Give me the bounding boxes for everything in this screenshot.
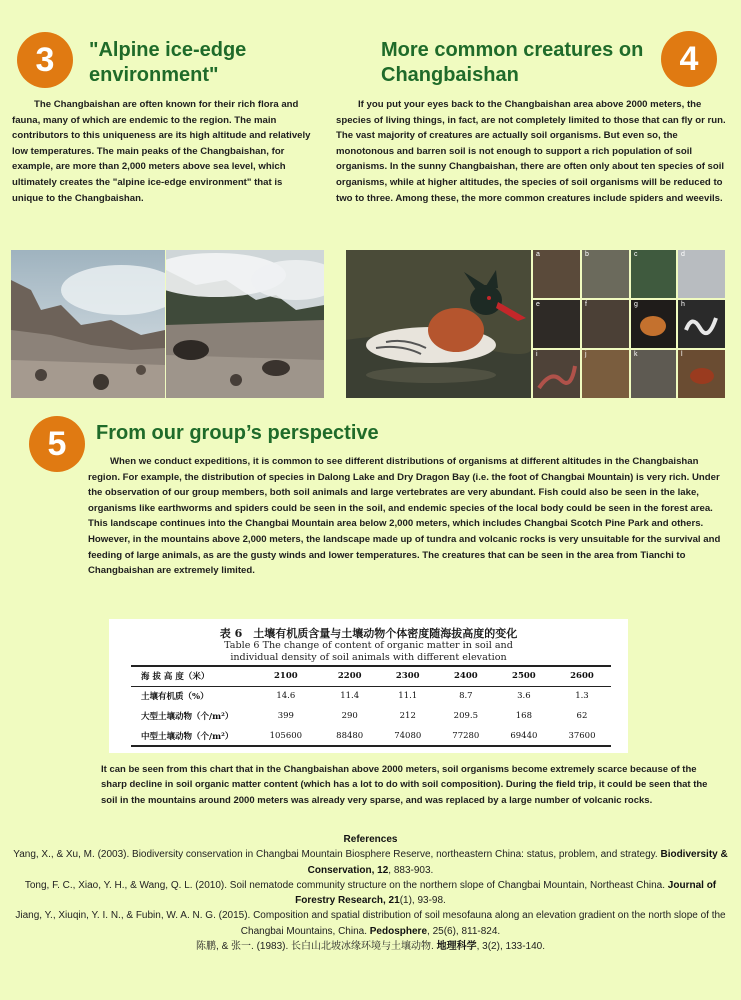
earthworm-icon	[533, 350, 580, 398]
section-3-badge: 3	[17, 32, 73, 88]
table-cell: 77280	[437, 726, 495, 746]
section-4-title-line2: Changbaishan	[381, 64, 519, 86]
soil-cell-i	[533, 350, 580, 398]
header-label: 海 拔 高 度（米）	[131, 666, 251, 686]
table-title-en-line1: Table 6 The change of content of organic matter in soil and	[224, 640, 513, 651]
section-3-title-line1: "Alpine ice-edge	[89, 39, 247, 61]
row-label: 土壤有机质（%）	[141, 692, 209, 703]
cell-label-j: j	[585, 351, 587, 358]
references-heading: References	[343, 834, 398, 845]
table-cell: 212	[399, 711, 416, 721]
section-5-title: From our group’s perspective	[96, 422, 379, 444]
reference-text: 陈鹏, & 张一. (1983). 长白山北坡冰缘环境与土壤动物.	[196, 941, 437, 953]
soil-cell-j	[582, 350, 629, 398]
table-title-cn: 表 6 土壤有机质含量与土壤动物个体密度随海拔高度的变化	[219, 627, 518, 640]
conclusion-text: It can be seen from this chart that in the Changbaishan above 2000 meters, soil organisms become extremely scarce because of the sharp decline in soil organic matter content (which has a lot to do with soil composition). During the field trip, it could be seen that the soil in the mountains around 2000 meters was already very sparse, and was replaced by a large number of volcanic rocks.	[101, 764, 708, 806]
cell-label-d: d	[681, 251, 685, 258]
table-row	[131, 726, 611, 746]
reference-tail: , 3(2), 133-140.	[476, 941, 545, 953]
reference-tail: , 883-903.	[388, 864, 434, 876]
section-3-title	[89, 38, 329, 88]
table-cell: 3.6	[517, 691, 531, 702]
table-cell: 88480	[321, 726, 379, 746]
data-table	[131, 665, 611, 747]
soil-cell-f	[582, 300, 629, 348]
mountain-photo-right	[166, 250, 324, 398]
reference-item	[10, 939, 731, 954]
mountain-photo-left	[11, 250, 165, 398]
header-elevation: 2200	[321, 666, 379, 686]
soil-cell-a	[533, 250, 580, 298]
reference-text: Yang, X., & Xu, M. (2003). Biodiversity conservation in Changbai Mountain Biosphere Reserve, northeastern China: status, problem, and strategy.	[13, 849, 661, 861]
reference-text: Jiang, Y., Xiuqin, Y. I. N., & Fubin, W. A. N. G. (2015). Composition and spatial distribution of soil mesofauna along an elevation gradient on the north slope of the Changbai Mountains, China.	[15, 910, 726, 937]
table-cell: 69440	[495, 726, 553, 746]
reference-text: Tong, F. C., Xiao, Y. H., & Wang, Q. L. (2010). Soil nematode community structure on the northern slope of Changbai Mountain, Northeast China.	[24, 879, 668, 891]
soil-organisms-grid	[533, 250, 725, 398]
header-elevation: 2100	[251, 666, 321, 686]
header-elevation: 2600	[553, 666, 611, 686]
reference-volume: , 21	[383, 895, 400, 907]
cell-label-f: f	[585, 301, 587, 308]
table-cell: 74080	[379, 726, 437, 746]
table-cell: 290	[341, 711, 358, 721]
table-cell: 8.7	[459, 691, 473, 702]
cell-label-a: a	[536, 251, 540, 258]
soil-cell-k	[631, 350, 676, 398]
section-4-body: If you put your eyes back to the Changbaishan area above 2000 meters, the species of living things, in fact, are not completely limited to those that can fly or run. The vast majority of creatures are actually soil organisms. But even so, the monotonous and barren soil is not enough to support a rich population of soil organisms. In the sunny Changbaishan, there are often only about ten species of soil organisms, while at higher altitudes, the species of soil organisms will be reduced to two to three. Among these, the more common creatures include spiders and weevils.	[336, 99, 726, 204]
reference-tail: , 25(6), 811-824.	[427, 925, 501, 937]
cell-label-h: h	[681, 301, 685, 308]
table-header-row	[131, 666, 611, 686]
row-label: 大型土壤动物（个/m²）	[141, 712, 234, 722]
section-5-badge: 5	[29, 416, 85, 472]
header-elevation: 2300	[379, 666, 437, 686]
merganser-duck-photo	[346, 250, 531, 398]
mountain-photo-left-image	[11, 250, 165, 398]
table-cell: 11.1	[398, 691, 418, 702]
table-cell: 105600	[251, 726, 321, 746]
table-title-en-line2: individual density of soil animals with different elevation	[230, 652, 507, 663]
reference-journal: Biodiversity & Conservation	[307, 849, 728, 876]
table-cell: 399	[277, 711, 294, 721]
section-3-title-line2: environment"	[89, 64, 219, 86]
header-elevation: 2500	[495, 666, 553, 686]
reference-journal: Pedosphere	[369, 925, 428, 937]
reference-journal: 地理科学	[436, 941, 477, 953]
table-cell: 37600	[553, 726, 611, 746]
table-row	[131, 686, 611, 706]
cell-label-c: c	[634, 251, 638, 258]
references	[10, 832, 731, 954]
soil-cell-g	[631, 300, 676, 348]
reference-item	[10, 908, 731, 939]
table-cell: 1.3	[575, 691, 589, 702]
soil-cell-l	[678, 350, 725, 398]
table-cell: 14.6	[276, 691, 296, 702]
table-row	[131, 706, 611, 726]
reference-journal: Journal of Forestry Research	[295, 879, 717, 907]
section-4-title-line1: More common creatures on	[381, 39, 644, 61]
soil-cell-c	[631, 250, 676, 298]
cell-label-b: b	[585, 251, 589, 258]
beetle-icon	[678, 350, 725, 398]
section-4-title	[381, 38, 671, 88]
cell-label-l: l	[681, 351, 683, 358]
cell-label-e: e	[536, 301, 540, 308]
table-cell: 168	[515, 711, 532, 721]
duck-image	[346, 250, 531, 398]
cell-label-g: g	[634, 301, 638, 308]
section-4-badge: 4	[661, 31, 717, 87]
nematode-icon	[678, 300, 725, 348]
reference-item	[10, 847, 731, 878]
section-5-body: When we conduct expeditions, it is common to see different distributions of organisms at different altitudes in the Changbaishan region. For example, the distribution of species in Dalong Lake and Dry Dragon Bay (i.e. the foot of Changbai Mountain) is very rich. Under the observation of our group members, both soil animals and large vertebrates are very abundant. Fish could also be seen in the lake, organisms like earthworms and spiders could be seen in the soil, and endemic species of the local body could be seen in the forest area. This landscape continues into the Changbai Mountain area below 2,000 meters, which includes Changbai Scotch Pine Park and others. However, in the mountains above 2,000 meters, the landscape made up of tundra and volcanic rocks is very unsuitable for the survival and feeding of large animals, as are the gusty winds and lower temperatures. The creatures that can be seen in the area from Tianchi to Changbaishan are extremely limited.	[88, 456, 721, 577]
table-cell: 62	[576, 711, 588, 721]
mountain-photo-right-image	[166, 250, 324, 398]
row-label: 中型土壤动物（个/m²）	[131, 726, 251, 746]
table-cell: 209.5	[453, 711, 478, 721]
table-cell: 11.4	[340, 691, 360, 702]
soil-cell-h	[678, 300, 725, 348]
reference-item	[10, 878, 731, 909]
header-elevation: 2400	[437, 666, 495, 686]
cell-label-i: i	[536, 351, 538, 358]
elevation-data-table	[109, 619, 628, 753]
mite-icon	[631, 300, 676, 348]
soil-cell-b	[582, 250, 629, 298]
section-3-body: The Changbaishan are often known for their rich flora and fauna, many of which are endemic to the region. The main contributors to this uniqueness are its high altitude and relatively low temperatures. The main peaks of the Changbaishan, for example, are more than 2,000 meters above sea level, which ultimately creates the "alpine ice-edge environment" that is unique to the Changbaishan.	[12, 99, 311, 204]
soil-cell-d	[678, 250, 725, 298]
cell-label-k: k	[634, 351, 638, 358]
reference-volume: , 12	[371, 864, 389, 876]
soil-cell-e	[533, 300, 580, 348]
reference-tail: (1), 93-98.	[399, 895, 446, 907]
